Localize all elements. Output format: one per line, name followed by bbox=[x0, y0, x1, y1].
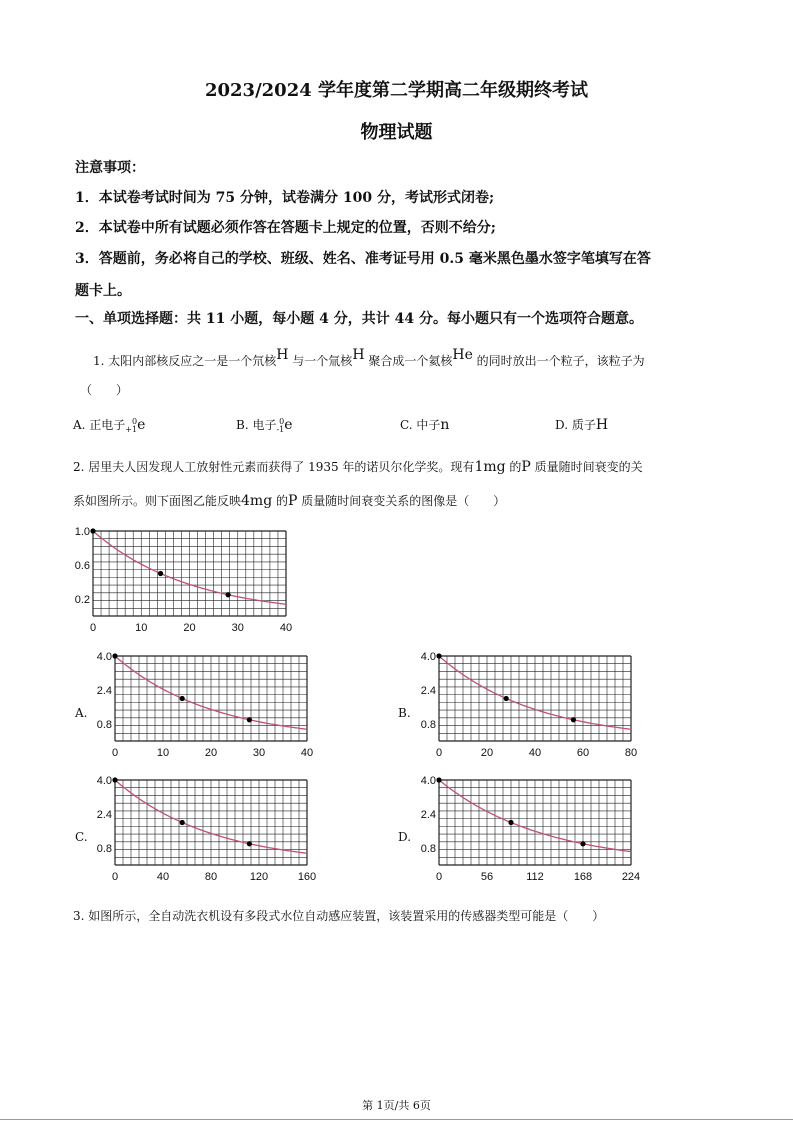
chart-C-y-tick: 4.0 bbox=[96, 775, 112, 787]
q1-option-c-label: C. 中子 bbox=[400, 418, 441, 432]
q1-answer-bracket: （ ） bbox=[80, 383, 129, 397]
chart-C-x-tick: 160 bbox=[297, 871, 317, 883]
chart-D-point-2 bbox=[580, 841, 585, 846]
q1-text-a: 1. 太阳内部核反应之一是一个氘核 bbox=[93, 354, 277, 368]
chart-D-y-tick: 4.0 bbox=[420, 775, 436, 787]
chart-A-x-tick: 30 bbox=[252, 747, 266, 759]
chart-D-y-tick: 2.4 bbox=[420, 809, 436, 821]
chart-D-x-tick: 224 bbox=[621, 871, 641, 883]
q1-option-a-sup: 0 bbox=[132, 416, 138, 426]
chart-D-x-tick: 0 bbox=[435, 871, 443, 883]
q1-option-a-label: A. 正电子 bbox=[73, 418, 126, 432]
q1-symbol-tritium: H bbox=[352, 347, 365, 363]
chart-main-y-tick: 1.0 bbox=[74, 526, 90, 538]
chart-main-x-tick: 30 bbox=[231, 622, 244, 634]
chart-B-x-tick: 80 bbox=[624, 747, 638, 759]
note-item-3-continued: 题卡上。 bbox=[75, 283, 131, 299]
chart-C-x-tick: 40 bbox=[156, 871, 170, 883]
q1-option-b-label: B. 电子 bbox=[236, 418, 277, 432]
q2-line1-a: 2. 居里夫人因发现人工放射性元素而获得了 1935 年的诺贝尔化学奖。现有 bbox=[73, 460, 475, 474]
q1-text-b: 与一个氚核 bbox=[288, 354, 353, 368]
note-item-1: 1．本试卷考试时间为 75 分钟，试卷满分 100 分，考试形式闭卷; bbox=[75, 190, 495, 206]
q1-option-a-symbol: e bbox=[137, 417, 146, 433]
option-c-label[interactable]: C. bbox=[75, 830, 88, 844]
chart-C-x-tick: 80 bbox=[204, 871, 218, 883]
q1-option-a-sub: +1 bbox=[125, 424, 138, 434]
chart-C-x-tick: 120 bbox=[249, 871, 269, 883]
q1-option-d-label: D. 质子 bbox=[555, 418, 596, 432]
page-footer: 第 1页/共 6页 bbox=[362, 1099, 431, 1112]
chart-D-grid bbox=[439, 780, 631, 865]
section-heading: 一、单项选择题：共 11 小题，每小题 4 分，共计 44 分。每小题只有一个选项符合题意。 bbox=[75, 311, 643, 327]
q2-line1-c: 质量随时间衰变的关 bbox=[530, 460, 643, 474]
q1-option-c-symbol: n bbox=[440, 417, 450, 433]
q2-line2-b: 的 bbox=[272, 494, 288, 508]
chart-D-point-1 bbox=[508, 820, 513, 825]
exam-subtitle: 物理试题 bbox=[360, 122, 433, 143]
chart-A-y-tick: 2.4 bbox=[96, 685, 112, 697]
chart-A-x-tick: 10 bbox=[156, 747, 170, 759]
exam-title: 2023/2024 学年度第二学期高二年级期终考试 bbox=[204, 80, 589, 101]
option-d-label[interactable]: D. bbox=[398, 830, 412, 844]
note-item-3: 3．答题前，务必将自己的学校、班级、姓名、准考证号用 0.5 毫米黑色墨水签字笔填写在答 bbox=[75, 251, 651, 267]
chart-A-x-tick: 0 bbox=[111, 747, 119, 759]
chart-C-x-tick: 0 bbox=[111, 871, 119, 883]
chart-A-x-tick: 40 bbox=[300, 747, 314, 759]
chart-D-x-tick: 112 bbox=[526, 871, 544, 883]
chart-main-y-tick: 0.6 bbox=[74, 560, 90, 572]
chart-B-x-tick: 60 bbox=[576, 747, 590, 759]
q1-option-b-sub: -1 bbox=[276, 424, 285, 434]
q2-line2-symbol: P bbox=[288, 493, 298, 509]
chart-B-x-tick: 40 bbox=[528, 747, 542, 759]
bottom-rule bbox=[0, 1119, 793, 1120]
note-item-2: 2．本试卷中所有试题必须作答在答题卡上规定的位置，否则不给分; bbox=[75, 220, 496, 236]
chart-C-y-tick: 2.4 bbox=[96, 809, 112, 821]
chart-A-y-tick: 4.0 bbox=[96, 651, 112, 663]
q1-symbol-deuterium: H bbox=[276, 347, 289, 363]
q2-line1-mass: 1mg bbox=[474, 459, 506, 475]
chart-B-y-tick: 0.8 bbox=[420, 719, 436, 731]
q2-line2-a: 系如图所示。则下面图乙能反映 bbox=[73, 494, 242, 508]
q2-line2-c: 质量随时间衰变关系的图像是（ ） bbox=[297, 494, 506, 508]
q1-option-b-sup: 0 bbox=[279, 416, 285, 426]
option-a-label[interactable]: A. bbox=[75, 706, 88, 720]
q1-option-d-symbol: H bbox=[595, 417, 609, 433]
chart-main-x-tick: 20 bbox=[183, 622, 196, 634]
chart-B-y-tick: 2.4 bbox=[420, 685, 436, 697]
chart-main-x-tick: 0 bbox=[89, 622, 97, 634]
chart-B-x-tick: 0 bbox=[435, 747, 443, 759]
chart-D-x-tick: 168 bbox=[573, 871, 593, 883]
q1-text-d: 的同时放出一个粒子，该粒子为 bbox=[472, 354, 645, 368]
chart-A-y-tick: 0.8 bbox=[96, 719, 112, 731]
q1-text-c: 聚合成一个氦核 bbox=[364, 354, 453, 368]
q1-symbol-helium: He bbox=[452, 347, 473, 363]
chart-C-y-tick: 0.8 bbox=[96, 843, 112, 855]
chart-main-x-tick: 40 bbox=[279, 622, 293, 634]
chart-main-x-tick: 10 bbox=[135, 622, 148, 634]
question-3-stem: 3. 如图所示，全自动洗衣机设有多段式水位自动感应装置，该装置采用的传感器类型可能是（ ） bbox=[73, 909, 605, 923]
q1-option-b-symbol: e bbox=[284, 417, 293, 433]
notes-heading: 注意事项： bbox=[75, 160, 145, 176]
chart-D-x-tick: 56 bbox=[480, 871, 494, 883]
chart-A-x-tick: 20 bbox=[204, 747, 218, 759]
chart-B-y-tick: 4.0 bbox=[420, 651, 436, 663]
chart-main-y-tick: 0.2 bbox=[74, 594, 90, 606]
option-b-label[interactable]: B. bbox=[398, 706, 411, 720]
q2-line2-mass: 4mg bbox=[241, 493, 273, 509]
chart-D-point-0 bbox=[436, 777, 441, 782]
q2-line1-symbol: P bbox=[521, 459, 531, 475]
q2-line1-b: 的 bbox=[505, 460, 522, 474]
chart-D-y-tick: 0.8 bbox=[420, 843, 436, 855]
chart-B-x-tick: 20 bbox=[480, 747, 494, 759]
